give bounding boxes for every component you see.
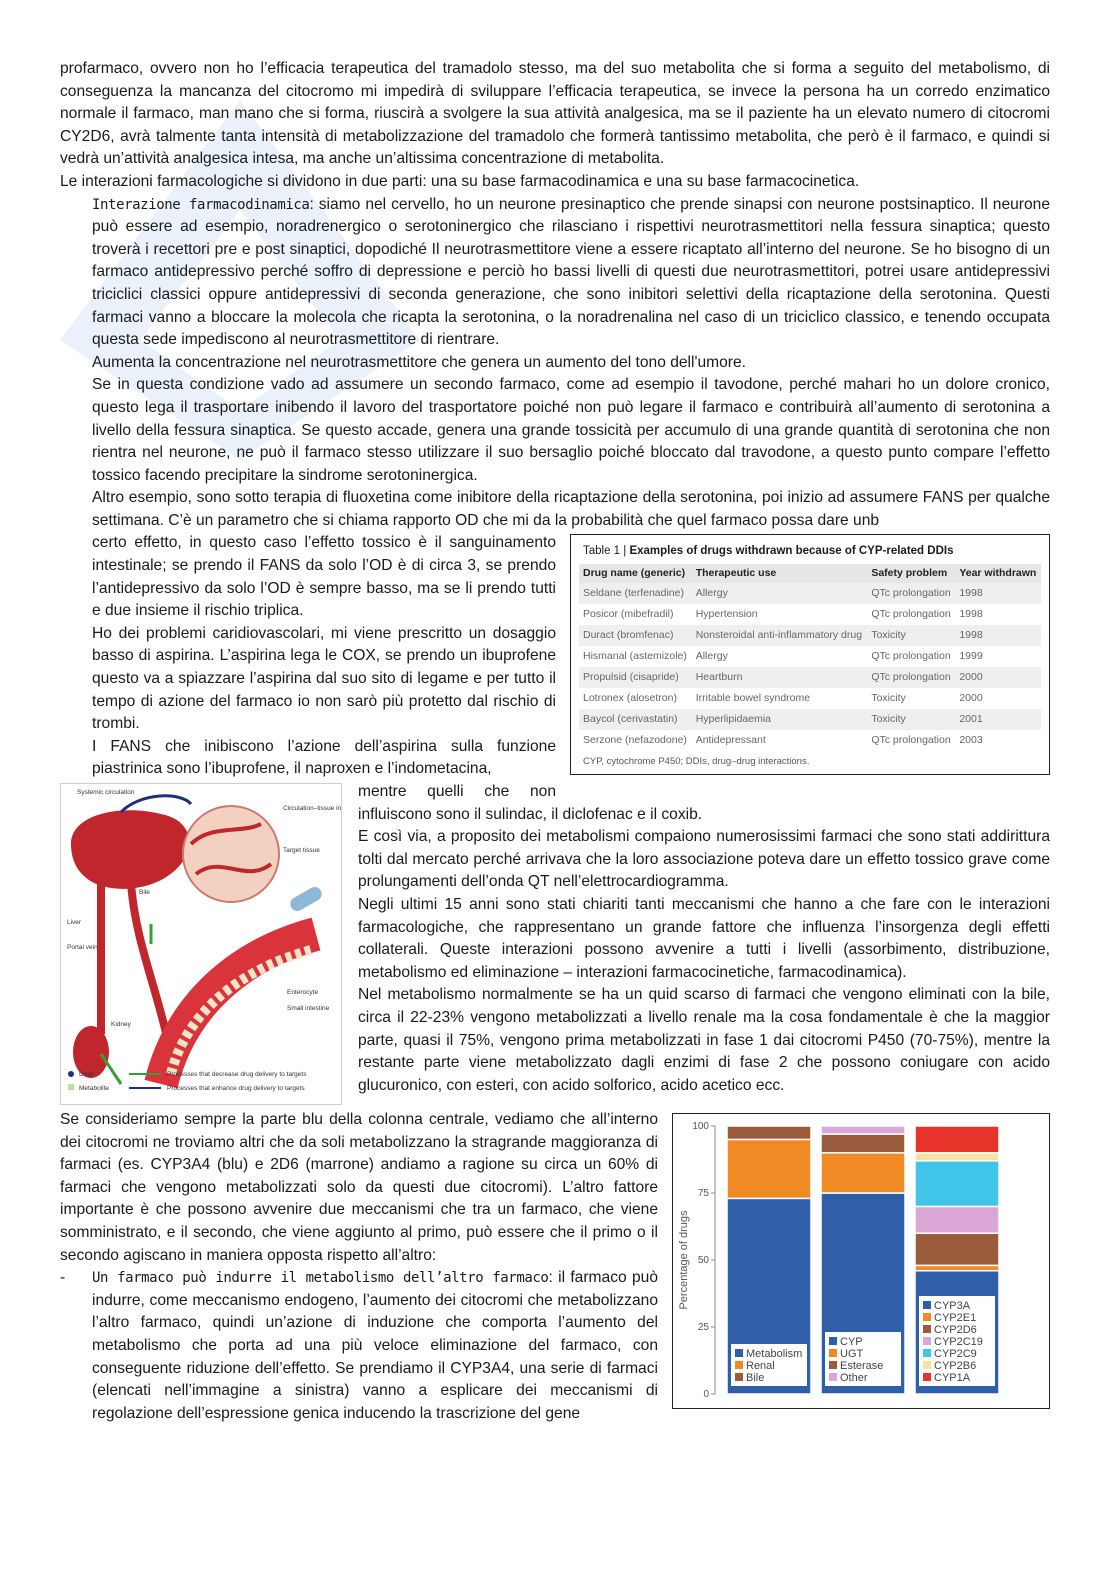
withdrawn-drugs-table	[570, 534, 1050, 775]
bar-segment	[915, 1161, 999, 1207]
legend-label: CYP2C19	[934, 1336, 983, 1348]
table-cell: Allergy	[695, 650, 728, 663]
legend-drug: Drug	[79, 1071, 94, 1078]
table-cell: 1998	[955, 625, 1041, 646]
bar-segment	[821, 1153, 905, 1193]
table-cell: Lotronex (alosetron)	[583, 692, 677, 705]
table-caption: Table 1 | Examples of drugs withdrawn because of CYP-related DDIs	[583, 545, 954, 558]
list-item: - Un farmaco può indurre il metabolismo dell’altro farmaco: il farmaco può indurre, come meccanismo endogeno, l’aumento dei citocromi che metabolizzano l’altro farmaco, quindi un’azione di induzione che comporta l’aumento del metabolismo che porta ad una più veloce eliminazione del farmaco, con conseguente riduzione dell’effetto. Se prendiamo il CYP3A4, una serie di farmaci (elencati nell’immagine a sinistra) vanno a esplicare dei meccanismi di regolazione dell’espressione genica inducendo la trascrizione del gene	[60, 1267, 1050, 1425]
legend-label: CYP	[840, 1336, 863, 1348]
paragraph: Altro esempio, sono sotto terapia di fluoxetina come inibitore della ricaptazione della serotonina, poi inizio ad assumere FANS per qualche settimana. C’è un parametro che si chiama rapporto OD che mi da la probabilità che quel farmaco possa dare unb	[92, 489, 1050, 529]
table-cell: Allergy	[692, 583, 868, 604]
label-portal: Portal vein	[67, 944, 98, 951]
legend-metabolite: Metabolite	[79, 1085, 109, 1092]
table-row	[579, 625, 1041, 646]
document-page	[60, 58, 1050, 1425]
table-cell: Nonsteroidal anti-inflammatory drug	[692, 625, 868, 646]
legend-label: CYP2E1	[934, 1312, 977, 1324]
mechanism-list	[60, 1267, 1050, 1425]
table-cell: Hismanal (astemizole)	[583, 650, 687, 663]
table-cell: QTc prolongation	[871, 608, 951, 621]
label-bile: Bile	[139, 889, 150, 896]
table-cell: QTc prolongation	[867, 667, 955, 688]
legend-decrease: Processes that decrease drug delivery to targets	[167, 1071, 307, 1078]
y-tick-label: 0	[703, 1389, 709, 1400]
table-header: Therapeutic use	[692, 564, 868, 583]
table-row	[579, 667, 1041, 688]
legend-label: CYP2D6	[934, 1324, 977, 1336]
paragraph: Negli ultimi 15 anni sono stati chiariti tanti meccanismi che hanno a che fare con le interazioni farmacologiche, che rappresentano un grande fattore che influenza l’insorgenza degli effetti collaterali. Queste interazioni possono avvenire a tutti i livelli (assorbimento, distribuzione, metabolismo ed eliminazione – interazioni farmacocinetiche, farmacodinamica).	[358, 895, 1050, 981]
drug-disposition-illustration	[61, 784, 341, 1104]
bar-segment	[727, 1139, 811, 1198]
table-row	[579, 730, 1041, 751]
paragraph: Se in questa condizione vado ad assumere un secondo farmaco, come ad esempio il tavodone, perché mahari ho un dolore cronico, questo lega il trasportare inibendo il lavoro del trasportatore poiché non può legare il farmaco e contribuirà all’aumento di serotonina a livello della fessura sinaptica. Se questo accade, genera una grande tossicità per accumulo di una grande quantità di serotonina che non rientra nel neurone, ne può il farmaco stesso utilizzare il suo bersaglio poiché bloccato dal travodone, a questo punto compare l’effetto tossico facendo precipitare la sindrome serotoninergica.	[92, 376, 1050, 484]
table-row	[579, 646, 1041, 667]
table-cell: Baycol (cerivastatin)	[579, 709, 692, 730]
capsule-shape	[288, 884, 324, 913]
legend-label: CYP1A	[934, 1372, 971, 1384]
legend-label: Other	[840, 1372, 868, 1384]
paragraph: Aumenta la concentrazione nel neurotrasmettitore che genera un aumento del tono dell'umore.	[92, 353, 746, 371]
y-axis-label: Percentage of drugs	[678, 1210, 690, 1310]
table-cell: 2000	[959, 692, 983, 705]
table-header: Year withdrawn	[955, 564, 1041, 583]
section-heading: Interazione farmacodinamica	[92, 196, 310, 213]
legend-label: Esterase	[840, 1360, 884, 1372]
table-cell: Propulsid (cisapride)	[579, 667, 692, 688]
table-cell: Hypertension	[695, 608, 758, 621]
table-cell: Serzone (nefazodone)	[583, 734, 687, 747]
label-enterocyte: Enterocyte	[287, 989, 319, 996]
label-intestine: Small intestine	[287, 1005, 330, 1012]
table-cell: Toxicity	[867, 625, 955, 646]
paragraph: mentre quelli che non influiscono sono il sulindac, il diclofenac e il coxib.	[358, 783, 703, 823]
table-cell: QTc prolongation	[867, 583, 955, 604]
target-tissue-shape	[183, 806, 279, 902]
paragraph: Se consideriamo sempre la parte blu della colonna centrale, vediamo che all’interno dei citocromi ne troviamo altri che da soli metabolizzano la stragrande maggioranza di farmaci (es. CYP3A4 (blu) e 2D6 (marrone) andiamo a ragione su circa un 60% di farmaci che vengono metabolizzati solo da questi due citocromi). L’altro fattore importante è che possono avvenire due meccanismi che tra un farmaco, che viene somministrato, e il secondo, che viene aggiunto al primo, può essere che il primo o il secondo agiscano in maniera opposta rispetto all’altro:	[60, 1111, 658, 1264]
table-header: Safety problem	[867, 564, 955, 583]
paragraph-farmacodinamica: Interazione farmacodinamica: siamo nel cervello, ho un neurone presinaptico che prende sinapsi con neurone postsinaptico. Il neurone può essere ad esempio, noradrenergico o serotoninergico che rilasciano i rispettivi neurotrasmettitori nella fessura sinaptica; questo troverà i recettori pre e post sinaptici, dopodiché Il neurotrasmettitore viene a essere ricaptato all’interno del neurone. Se ho bisogno di un farmaco antidepressivo perché soffro di depressione e perciò ho bassi livelli di questi due neurotrasmettitori, potrei usare antidepressivi triciclici classici oppure antidepressivi di seconda generazione, che sono inibitori selettivi della ricaptazione della serotonina. Questi farmaci vanno a bloccare la molecola che ricapta la serotonina, o la noradrenalina nel caso di un triciclico classico, e tenendo occupata questa sede impediscono al neurotrasmettitore di rientrare.	[92, 195, 1050, 349]
table-header: Drug name (generic)	[579, 564, 692, 583]
table-row	[579, 688, 1041, 709]
legend-enhance: Processes that enhance drug delivery to targets	[167, 1085, 305, 1092]
bar-segment	[821, 1134, 905, 1153]
table-cell: Toxicity	[871, 692, 906, 705]
bar-segment	[915, 1206, 999, 1233]
y-tick-label: 25	[697, 1322, 709, 1333]
legend-label: Metabolism	[746, 1348, 803, 1360]
table-cell: 1998	[959, 608, 983, 621]
label-systemic: Systemic circulation	[77, 789, 135, 796]
drug-disposition-figure	[60, 783, 342, 1105]
table-cell: QTc prolongation	[871, 734, 951, 747]
label-interface: Circulation–tissue in	[283, 805, 341, 812]
legend-label: UGT	[840, 1348, 864, 1360]
table-cell: Toxicity	[867, 709, 955, 730]
table-cell: 1999	[959, 650, 983, 663]
table-cell: Hyperlipidaemia	[692, 709, 868, 730]
paragraph: certo effetto, in questo caso l’effetto tossico è il sanguinamento intestinale; se prendo il FANS da solo l’OD è di circa 3, se prendo l’antidepressivo da solo l’OD è sempre basso, ma se li prendo tutti e due insieme il rischio triplica.	[92, 534, 556, 620]
paragraph: E così via, a proposito dei metabolismi compaiono numerosissimi farmaci che sono stati addirittura tolti dal mercato perché arrivava che la loro associazione poteva dare un effetto tossico grave come prolungamenti dell’onda QT nell’elettrocardiogramma.	[358, 828, 1050, 891]
bar-segment	[915, 1233, 999, 1265]
table-cell: 2003	[959, 734, 983, 747]
bar-segment	[727, 1126, 811, 1139]
table-cell: Antidepressant	[695, 734, 766, 747]
y-tick-label: 50	[697, 1255, 709, 1266]
table-cell: 1998	[955, 583, 1041, 604]
bar-segment	[915, 1153, 999, 1161]
legend-label: Bile	[746, 1372, 765, 1384]
table	[579, 564, 1041, 751]
table-cell: Seldane (terfenadine)	[579, 583, 692, 604]
paragraph: Ho dei problemi caridiovascolari, mi viene prescritto un dosaggio basso di aspirina. L’aspirina lega le COX, se prendo un ibuprofene questo va a spiazzare l’aspirina dal suo sito di legame e per tutto il tempo di azione del farmaco io non sarò più protetto dal rischio di trombi.	[92, 624, 556, 733]
table-row	[579, 604, 1041, 625]
bar-segment	[915, 1126, 999, 1153]
legend-label: CYP2B6	[934, 1360, 977, 1372]
label-liver: Liver	[67, 919, 82, 926]
legend-label: CYP2C9	[934, 1348, 977, 1360]
legend-label: CYP3A	[934, 1300, 971, 1312]
paragraph: Le interazioni farmacologiche si dividono in due parti: una su base farmacodinamica e una su base farmacocinetica.	[60, 172, 860, 190]
y-tick-label: 100	[692, 1121, 709, 1132]
list-heading: Un farmaco può indurre il metabolismo dell’altro farmaco	[92, 1270, 549, 1287]
table-cell: Posicor (mibefradil)	[583, 608, 674, 621]
table-cell: Heartburn	[692, 667, 868, 688]
paragraph: Nel metabolismo normalmente se ha un quid scarso di farmaci che vengono eliminati con la bile, circa il 22-23% vengono metabolizzati a livello renale ma la cosa fondamentale è che la maggior parte, quasi il 75%, vengono prima metabolizzati in fase 1 dai citocromi P450 (70-75%), mentre la restante parte viene metabolizzato dagli enzimi di fase 2 che possono coniugare con acido glucuronico, con esteri, con acido solforico, acido acetico ecc.	[358, 986, 1050, 1094]
table-cell: QTc prolongation	[871, 650, 951, 663]
table-cell: Irritable bowel syndrome	[695, 692, 811, 705]
legend-label: Renal	[746, 1360, 775, 1372]
label-target: Target tissue	[283, 847, 320, 854]
liver-shape	[71, 810, 189, 889]
table-row	[579, 583, 1041, 604]
bar-segment	[821, 1126, 905, 1134]
table-cell: Duract (bromfenac)	[579, 625, 692, 646]
table-footnote: CYP, cytochrome P450; DDIs, drug–drug interactions.	[583, 756, 810, 768]
paragraph: I FANS che inibiscono l’azione dell’aspirina sulla funzione piastrinica sono l’ibuprofene, il naproxen e l’indometacina,	[92, 737, 556, 778]
table-cell: 2000	[955, 667, 1041, 688]
table-row	[579, 709, 1041, 730]
table-cell: 2001	[955, 709, 1041, 730]
y-tick-label: 75	[697, 1188, 709, 1199]
label-kidney: Kidney	[111, 1021, 131, 1028]
paragraph: profarmaco, ovvero non ho l’efficacia terapeutica del tramadolo stesso, ma del suo metabolita che si forma a seguito del metabolismo, di conseguenza la mancanza del citocromo mi impedirà di sviluppare l’efficacia terapeutica, se invece la persona ha un corredo enzimatico normale il farmaco, man mano che si forma, riuscirà a svolgere la sua attività analgesica, ma se il paziente ha un elevato numero di citocromi CY2D6, avrà talmente tanta intensità di metabolizzazione del tramadolo che formerà tantissimo metabolita, che però è il farmaco, e quindi si vedrà un’attività analgesica intesa, ma anche un’altissima concentrazione di metabolita.	[60, 60, 1050, 168]
